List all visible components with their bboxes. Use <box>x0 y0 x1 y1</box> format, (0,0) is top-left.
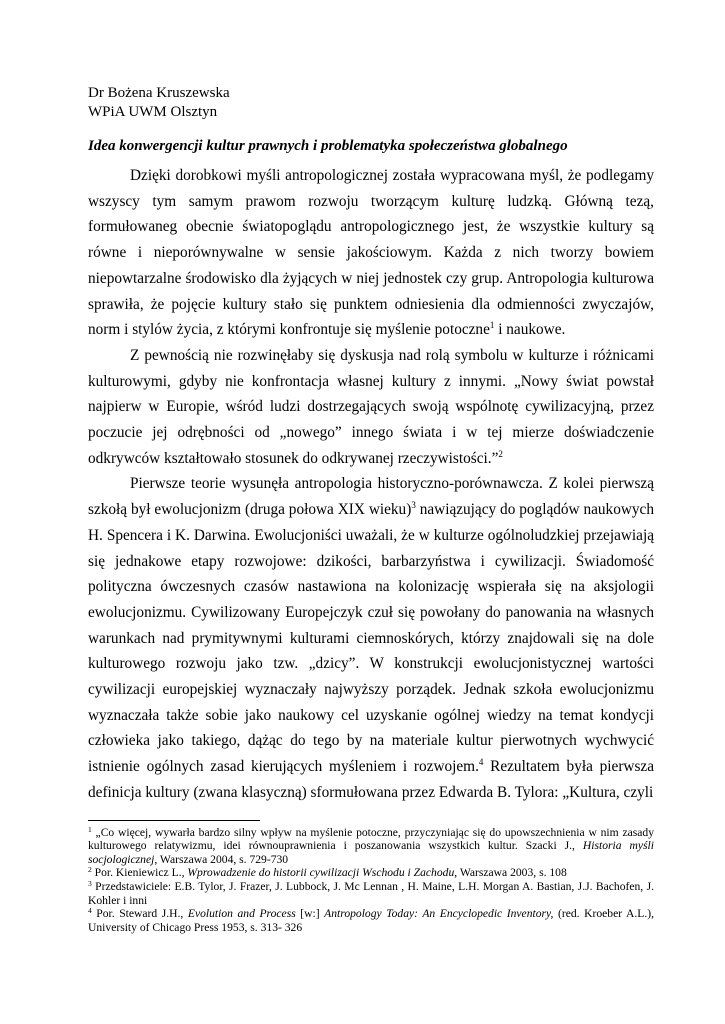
footnote-3 <box>88 880 654 907</box>
footnote-text: (red. Kroeber A.L.), University of Chicago Press 1953, s. 313- 326 <box>88 907 654 934</box>
footnote-text: , Warszawa 2003, s. 108 <box>454 866 567 880</box>
footnote-number: 4 <box>88 906 92 916</box>
paragraph-text: Rezultatem była pierwsza definicja kultury (zwana klasyczną) sformułowana przez Edwarda B. Tylora: „Kultura, czyli <box>88 758 654 801</box>
footnote-title: Antropology Today: An Encyclopedic Inventory, <box>324 907 554 921</box>
paragraph-3 <box>88 471 654 805</box>
footnote-1 <box>88 826 654 867</box>
document-title: Idea konwergencji kultur prawnych i problematyka społeczeństwa globalnego <box>88 138 568 154</box>
footnote-number: 3 <box>88 878 92 888</box>
footnotes <box>88 826 654 935</box>
footnote-text: Przedstawiciele: E.B. Tylor, J. Frazer, J. Lubbock, J. Mc Lennan , H. Maine, L.H. Morgan A. Bastian, J.J. Bachofen, J. Kohler i inni <box>88 879 654 907</box>
footnote-number: 2 <box>88 865 92 875</box>
footnote-ref-3: 3 <box>411 500 416 511</box>
footnote-ref-1: 1 <box>489 320 495 331</box>
footnote-number: 1 <box>88 824 92 834</box>
footnote-title: Wprowadzenie do historii cywilizacji Wschodu i Zachodu <box>187 866 455 880</box>
paragraph-2 <box>88 343 654 472</box>
paragraph-text: Dzięki dorobkowi myśli antropologicznej została wypracowana myśl, że podlegamy wszyscy tym samym prawom rozwoju tworzącym kulturę ludzką. Główną tezą, formułowaneg obecnie światopoglądu antropologicznego jest, że wszystkie kultury są równe i nieporównywalne w sensie jakościowym. Każda z nich tworzy bowiem niepowtarzalne środowisko dla żyjących w niej jednostek czy grup. Antropologia kulturowa sprawiła, że pojęcie kultury stało się punktem odniesienia dla odmienności zwyczajów, norm i stylów życia, z którymi konfrontuje się myślenie potoczne <box>88 167 654 339</box>
document-body <box>88 163 654 806</box>
footnote-ref-2: 2 <box>498 448 503 459</box>
footnote-text: [w:] <box>295 907 325 921</box>
footnote-ref-4: 4 <box>478 757 484 768</box>
paragraph-1 <box>88 163 654 343</box>
document-page <box>88 84 654 934</box>
author-name: Dr Bożena Kruszewska <box>88 85 230 101</box>
footnote-text: „Co więcej, wywarła bardzo silny wpływ na myślenie potoczne, przyczyniając się do upowszechnienia w nim zasady kulturowego relatywizmu, idei równouprawnienia i poszanowania wszystkich kultur. Szacki J., <box>88 825 654 853</box>
paragraph-text: i naukowe. <box>494 321 566 339</box>
paragraph-text: Z pewnością nie rozwinęłaby się dyskusja nad rolą symbolu w kulturze i różnicami kulturowymi, gdyby nie konfrontacja własnej kultury z innymi. „Nowy świat powstał najpierw w Europie, wśród ludzi dostrzegających swoją wspólnotę cywilizacyjną, przez poczucie jej odrębności od „nowego” innego świata i w tej mierze doświadczenie odkrywców kształtowało stosunek do odkrywanej rzeczywistości.” <box>88 346 654 467</box>
footnote-4 <box>88 907 654 934</box>
footnote-text: Por. Kieniewicz L., <box>91 866 188 880</box>
footnote-text: Por. Steward J.H., <box>91 907 188 921</box>
paragraph-text: Pierwsze teorie wysunęła antropologia historyczno-porównawcza. Z kolei pierwszą szkołą był ewolucjonizm (druga połowa XIX wieku) <box>88 475 654 519</box>
author-affiliation: WPiA UWM Olsztyn <box>88 104 218 120</box>
footnote-text: , Warszawa 2004, s. 729-730 <box>154 852 289 866</box>
paragraph-text: nawiązujący do poglądów naukowych H. Spencera i K. Darwina. Ewolucjoniści uważali, że w kulturze ogólnoludzkiej przejawiają się jednakowe etapy rozwojowe: dzikości, barbarzyństwa i cywilizacji. Świadomość polityczna ówczesnych czasów nastawiona na kolonizację wspierała się na aksjologii ewolucjonizmu. Cywilizowany Europejczyk czuł się powołany do panowania na własnych warunkach nad prymitywnymi kulturami ciemnoskórych, którzy znajdowali się na dole kulturowego rozwoju jako tzw. „dzicy”. W konstrukcji ewolucjonistycznej wartości cywilizacji europejskiej wyznaczały najwyższy porządek. Jednak szkoła ewolucjonizmu wyznaczała także sobie jako naukowy cel uzyskanie ogólnej wiedzy na temat kondycji człowieka jako takiego, dążąc do tego by na materiale kultur pierwotnych wychwycić istnienie ogólnych zasad kierujących myśleniem i rozwojem. <box>88 501 654 776</box>
footnote-2 <box>88 866 654 880</box>
footnote-title: Evolution and Process <box>187 907 296 921</box>
footnote-title: Historia myśli socjologicznej <box>88 839 654 866</box>
footnote-divider <box>88 820 260 821</box>
